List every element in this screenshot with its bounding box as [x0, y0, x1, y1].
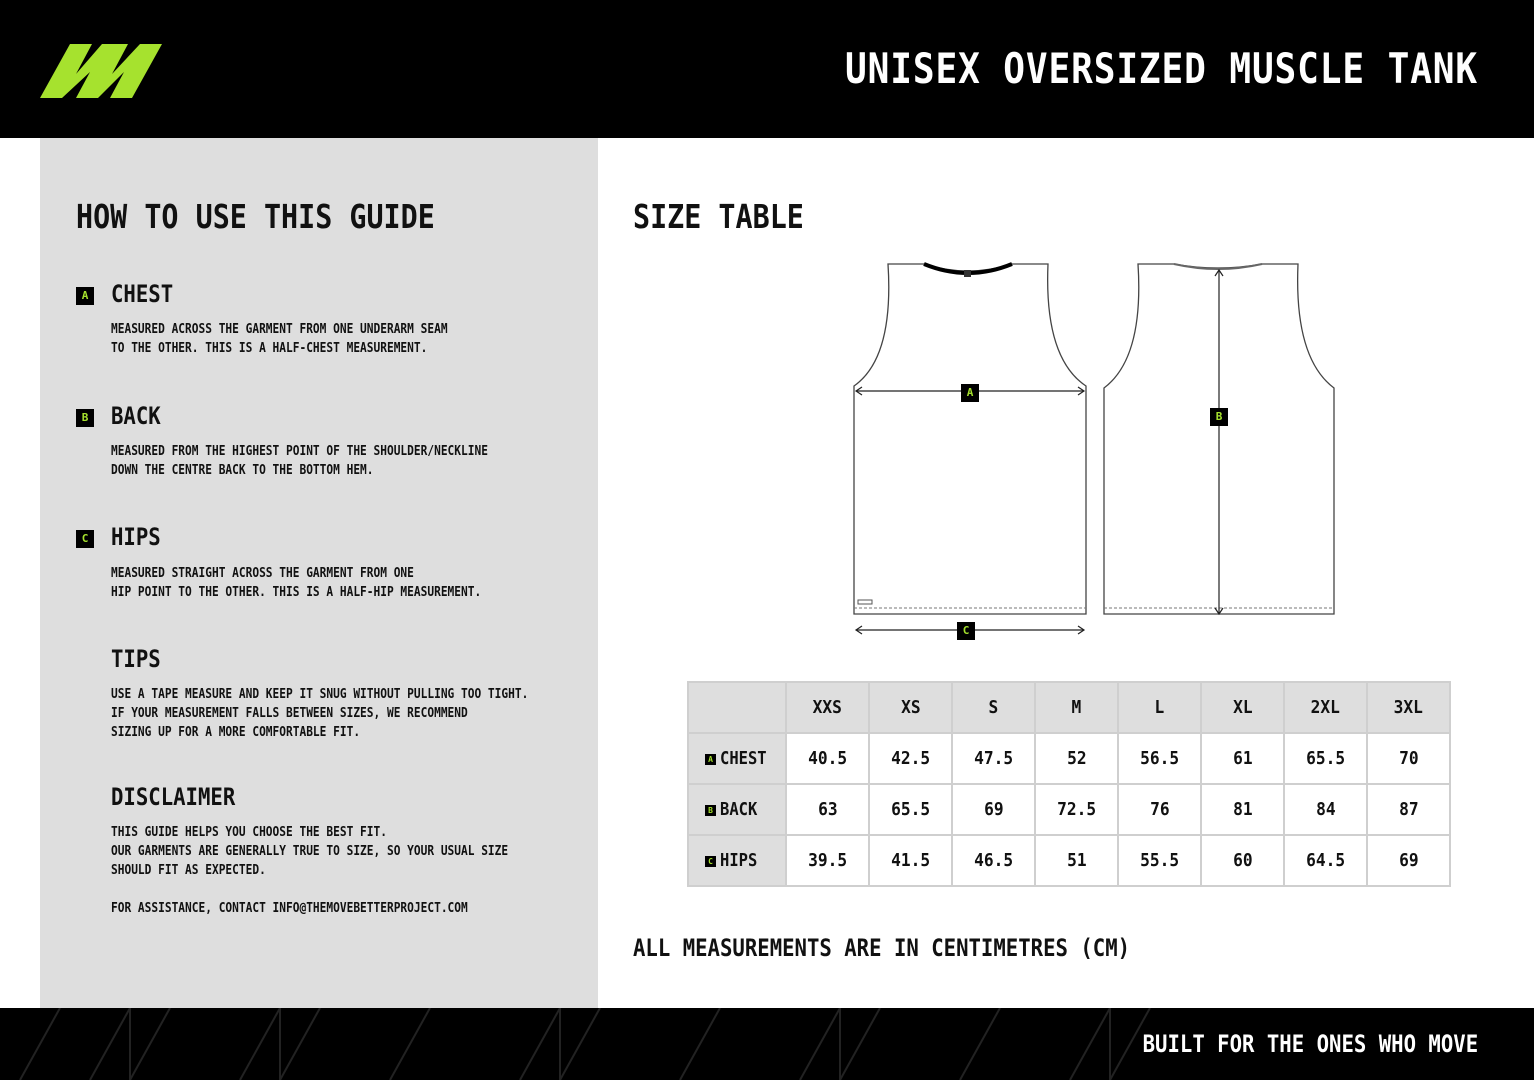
table-cell: 60 [1201, 835, 1284, 886]
table-cell: 65.5 [1284, 733, 1367, 784]
footer-tagline: BUILT FOR THE ONES WHO MOVE [1142, 1030, 1478, 1058]
row-badge: C [705, 856, 716, 867]
column-header: XS [869, 682, 952, 733]
diagram-badge-a: A [961, 384, 979, 402]
guide-item-text: MEASURED STRAIGHT ACROSS THE GARMENT FROM ONE HIP POINT TO THE OTHER. THIS IS A HALF-HIP MEASUREMENT. [111, 566, 482, 600]
table-cell: 65.5 [869, 784, 952, 835]
table-cell: 69 [1367, 835, 1450, 886]
guide-item-title: CHEST [111, 280, 174, 308]
table-cell: 61 [1201, 733, 1284, 784]
row-header-chest: A CHEST [688, 733, 786, 784]
table-cell: 84 [1284, 784, 1367, 835]
tips-title: TIPS [111, 645, 161, 673]
guide-item-title: HIPS [111, 523, 161, 551]
badge-a: A [76, 287, 94, 305]
size-table [687, 681, 1451, 887]
table-header-row [688, 682, 1450, 733]
footer [0, 1008, 1534, 1080]
column-header: XXS [786, 682, 869, 733]
table-cell: 81 [1201, 784, 1284, 835]
table-cell: 55.5 [1118, 835, 1201, 886]
badge-b: B [76, 409, 94, 427]
guide-item-text: MEASURED FROM THE HIGHEST POINT OF THE SHOULDER/NECKLINE DOWN THE CENTRE BACK TO THE BOTTOM HEM. [111, 444, 488, 478]
guide-item-text: MEASURED ACROSS THE GARMENT FROM ONE UNDERARM SEAM TO THE OTHER. THIS IS A HALF-CHEST MEASUREMENT. [111, 322, 448, 356]
column-header: 3XL [1367, 682, 1450, 733]
table-cell: 47.5 [952, 733, 1035, 784]
size-table-title: SIZE TABLE [633, 197, 804, 236]
table-cell: 40.5 [786, 733, 869, 784]
tank-back-diagram [1100, 258, 1340, 622]
table-corner [688, 682, 786, 733]
table-cell: 87 [1367, 784, 1450, 835]
table-cell: 46.5 [952, 835, 1035, 886]
header [0, 0, 1534, 138]
tank-front-diagram [848, 258, 1094, 648]
row-badge: A [705, 754, 716, 765]
table-cell: 76 [1118, 784, 1201, 835]
column-header: XL [1201, 682, 1284, 733]
disclaimer-title: DISCLAIMER [111, 783, 236, 811]
table-cell: 52 [1035, 733, 1118, 784]
column-header: L [1118, 682, 1201, 733]
disclaimer-text: THIS GUIDE HELPS YOU CHOOSE THE BEST FIT. OUR GARMENTS ARE GENERALLY TRUE TO SIZE, SO YOUR USUAL SIZE SHOULD FIT AS EXPECTED. FOR ASSISTANCE, CONTACT INFO@THEMOVEBETTERPROJECT.COM [111, 825, 509, 916]
column-header: M [1035, 682, 1118, 733]
table-cell: 70 [1367, 733, 1450, 784]
brand-logo-icon [36, 38, 166, 102]
row-badge: B [705, 805, 716, 816]
table-cell: 63 [786, 784, 869, 835]
units-note: ALL MEASUREMENTS ARE IN CENTIMETRES (CM) [633, 934, 1131, 962]
diagram-badge-c: C [957, 622, 975, 640]
badge-c: C [76, 530, 94, 548]
table-cell: 41.5 [869, 835, 952, 886]
table-cell: 42.5 [869, 733, 952, 784]
table-row [688, 784, 1450, 835]
column-header: 2XL [1284, 682, 1367, 733]
table-cell: 69 [952, 784, 1035, 835]
page-title: UNISEX OVERSIZED MUSCLE TANK [845, 44, 1478, 93]
row-header-hips: C HIPS [688, 835, 786, 886]
table-cell: 39.5 [786, 835, 869, 886]
tips-text: USE A TAPE MEASURE AND KEEP IT SNUG WITHOUT PULLING TOO TIGHT. IF YOUR MEASUREMENT FALLS BETWEEN SIZES, WE RECOMMEND SIZING UP FOR A MORE COMFORTABLE FIT. [111, 687, 529, 740]
table-row [688, 733, 1450, 784]
guide-title: HOW TO USE THIS GUIDE [76, 197, 435, 236]
guide-item-title: BACK [111, 402, 161, 430]
table-cell: 72.5 [1035, 784, 1118, 835]
guide-panel [40, 138, 598, 1008]
table-cell: 56.5 [1118, 733, 1201, 784]
diagram-badge-b: B [1210, 408, 1228, 426]
column-header: S [952, 682, 1035, 733]
table-row [688, 835, 1450, 886]
row-header-back: B BACK [688, 784, 786, 835]
table-cell: 64.5 [1284, 835, 1367, 886]
table-cell: 51 [1035, 835, 1118, 886]
